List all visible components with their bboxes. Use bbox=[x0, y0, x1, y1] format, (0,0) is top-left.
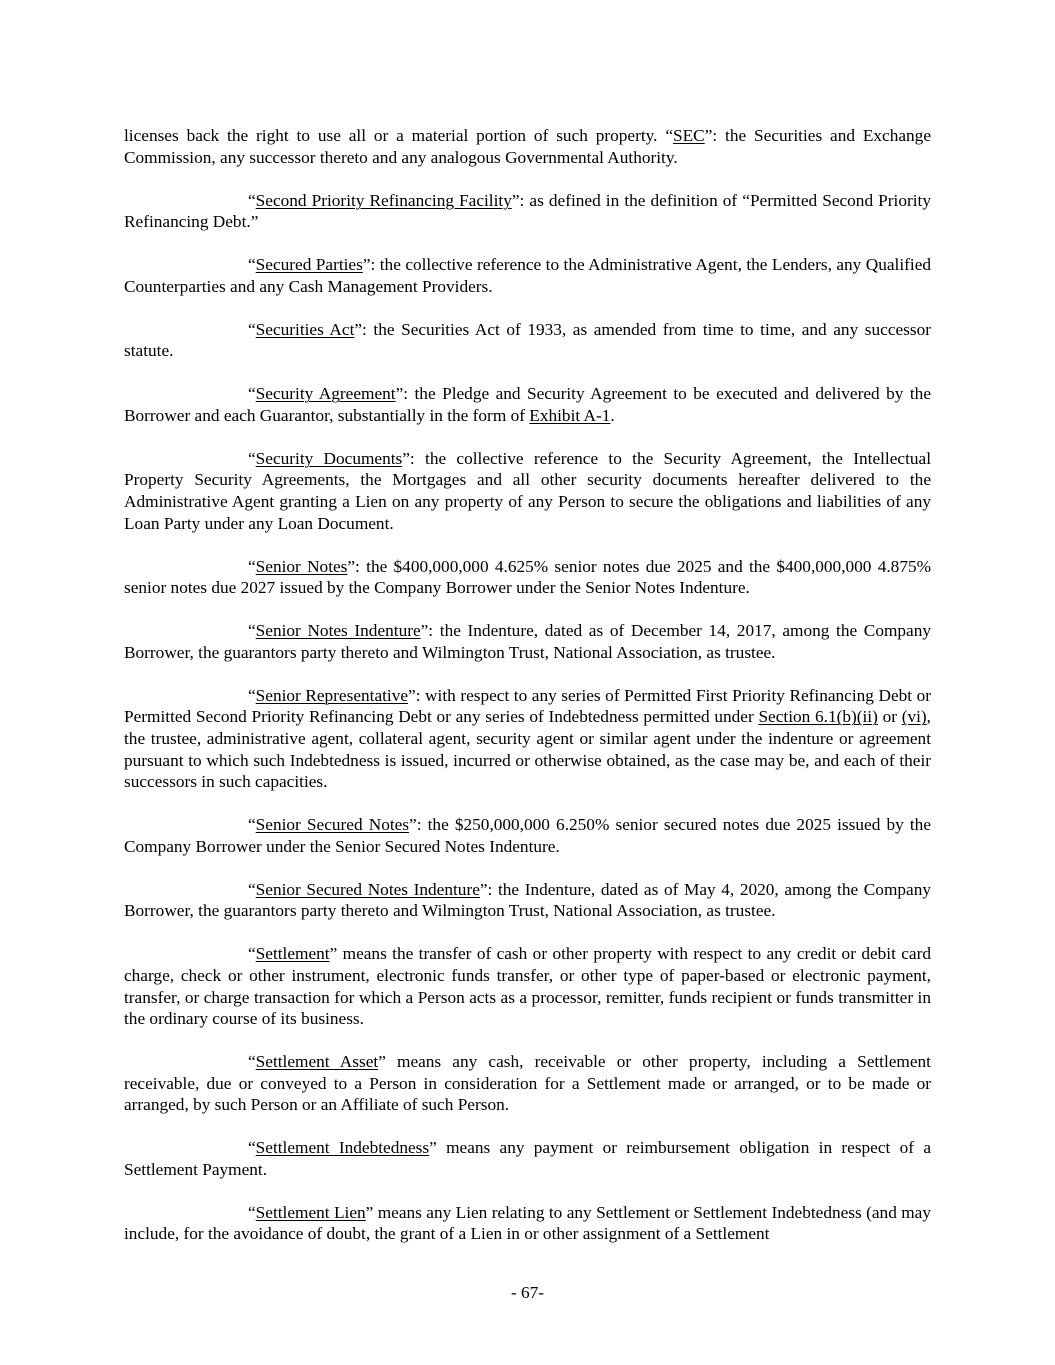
defined-term-settlement-indebtedness: Settlement Indebtedness bbox=[255, 1138, 430, 1158]
cross-reference-exhibit-a-1: Exhibit A-1 bbox=[529, 405, 611, 425]
paragraph-senior-secured-notes-indenture: “Senior Secured Notes Indenture”: the Indenture, dated as of May 4, 2020, among the Company Borrower, the guarantors party thereto and Wilmington Trust, National Association, as trustee. bbox=[124, 879, 931, 921]
defined-term-settlement-asset: Settlement Asset bbox=[255, 1052, 379, 1072]
defined-term-senior-notes: Senior Notes bbox=[255, 556, 348, 576]
defined-term-securities-act: Securities Act bbox=[255, 319, 355, 339]
paragraph-senior-notes-indenture: “Senior Notes Indenture”: the Indenture, dated as of December 14, 2017, among the Company Borrower, the guarantors party thereto and Wilmington Trust, National Association, as trustee. bbox=[124, 621, 932, 662]
paragraph-settlement-lien: “Settlement Lien” means any Lien relating to any Settlement or Settlement Indebtedness (and may include, for the avoidance of doubt, the grant of a Lien in or other assignment of a Settlement bbox=[124, 1202, 931, 1244]
defined-term-secured-parties: Secured Parties bbox=[255, 255, 363, 275]
page-number: - 67- bbox=[510, 1283, 545, 1302]
document-body bbox=[124, 125, 931, 1266]
defined-term-sec: SEC bbox=[673, 126, 705, 145]
cross-reference-vi: (vi) bbox=[901, 707, 927, 727]
paragraph-settlement-asset: “Settlement Asset” means any cash, receivable or other property, including a Settlement receivable, due or conveyed to a Person in consideration for a Settlement made or arranged, or to be made or arranged, by such Person or an Affiliate of such Person. bbox=[124, 1052, 931, 1115]
paragraph-senior-secured-notes: “Senior Secured Notes”: the $250,000,000 6.250% senior secured notes due 2025 issued by the Company Borrower under the Senior Secured Notes Indenture. bbox=[124, 815, 931, 856]
cross-reference-section-6-1-b-ii: Section 6.1(b)(ii) bbox=[758, 707, 878, 727]
defined-term-security-agreement: Security Agreement bbox=[255, 384, 396, 404]
paragraph-sec: licenses back the right to use all or a material portion of such property. “SEC”: the Securities and Exchange Commission, any successor thereto and any analogous Governmental Authority. bbox=[124, 126, 931, 167]
paragraph-securities-act: “Securities Act”: the Securities Act of 1933, as amended from time to time, and any successor statute. bbox=[124, 319, 932, 361]
defined-term-settlement: Settlement bbox=[255, 944, 330, 964]
paragraph-security-agreement: “Security Agreement”: the Pledge and Security Agreement to be executed and delivered by the Borrower and each Guarantor, substantially in the form of Exhibit A-1. bbox=[124, 384, 931, 425]
defined-term-senior-representative: Senior Representative bbox=[255, 685, 409, 705]
defined-term-security-documents: Security Documents bbox=[255, 448, 403, 468]
paragraph-senior-representative: “Senior Representative”: with respect to any series of Permitted First Priority Refinancing Debt or Permitted Second Priority Refinancing Debt or any series of Indebtedness permitted under Section 6.1(b)(ii) or (vi), the trustee, administrative agent, collateral agent, security agent or similar agent under the indenture or agreement pursuant to which such Indebtedness is issued, incurred or otherwise obtained, as the case may be, and each of their successors in such capacities. bbox=[124, 685, 932, 792]
paragraph-secured-parties: “Secured Parties”: the collective reference to the Administrative Agent, the Lenders, any Qualified Counterparties and any Cash Management Providers. bbox=[124, 255, 932, 296]
paragraph-settlement: “Settlement” means the transfer of cash or other property with respect to any credit or debit card charge, check or other instrument, electronic funds transfer, or other type of paper-based or electronic payment, transfer, or charge transaction for which a Person acts as a processor, remitter, funds recipient or funds transmitter in the ordinary course of its business. bbox=[124, 944, 931, 1029]
paragraph-security-documents: “Security Documents”: the collective reference to the Security Agreement, the Intellectual Property Security Agreements, the Mortgages and all other security documents hereafter delivered to the Administrative Agent granting a Lien on any property of any Person to secure the obligations and liabilities of any Loan Party under any Loan Document. bbox=[124, 448, 931, 533]
defined-term-senior-notes-indenture: Senior Notes Indenture bbox=[255, 621, 421, 641]
paragraph-senior-notes: “Senior Notes”: the $400,000,000 4.625% senior notes due 2025 and the $400,000,000 4.875% senior notes due 2027 issued by the Company Borrower under the Senior Notes Indenture. bbox=[124, 556, 931, 598]
defined-term-senior-secured-notes: Senior Secured Notes bbox=[255, 815, 410, 835]
defined-term-second-priority-refinancing-facility: Second Priority Refinancing Facility bbox=[255, 190, 512, 210]
paragraph-second-priority-refinancing-facility: “Second Priority Refinancing Facility”: as defined in the definition of “Permitted Second Priority Refinancing Debt.” bbox=[124, 190, 931, 232]
paragraph-settlement-indebtedness: “Settlement Indebtedness” means any payment or reimbursement obligation in respect of a Settlement Payment. bbox=[124, 1138, 931, 1179]
defined-term-senior-secured-notes-indenture: Senior Secured Notes Indenture bbox=[255, 879, 480, 899]
defined-term-settlement-lien: Settlement Lien bbox=[255, 1202, 366, 1222]
